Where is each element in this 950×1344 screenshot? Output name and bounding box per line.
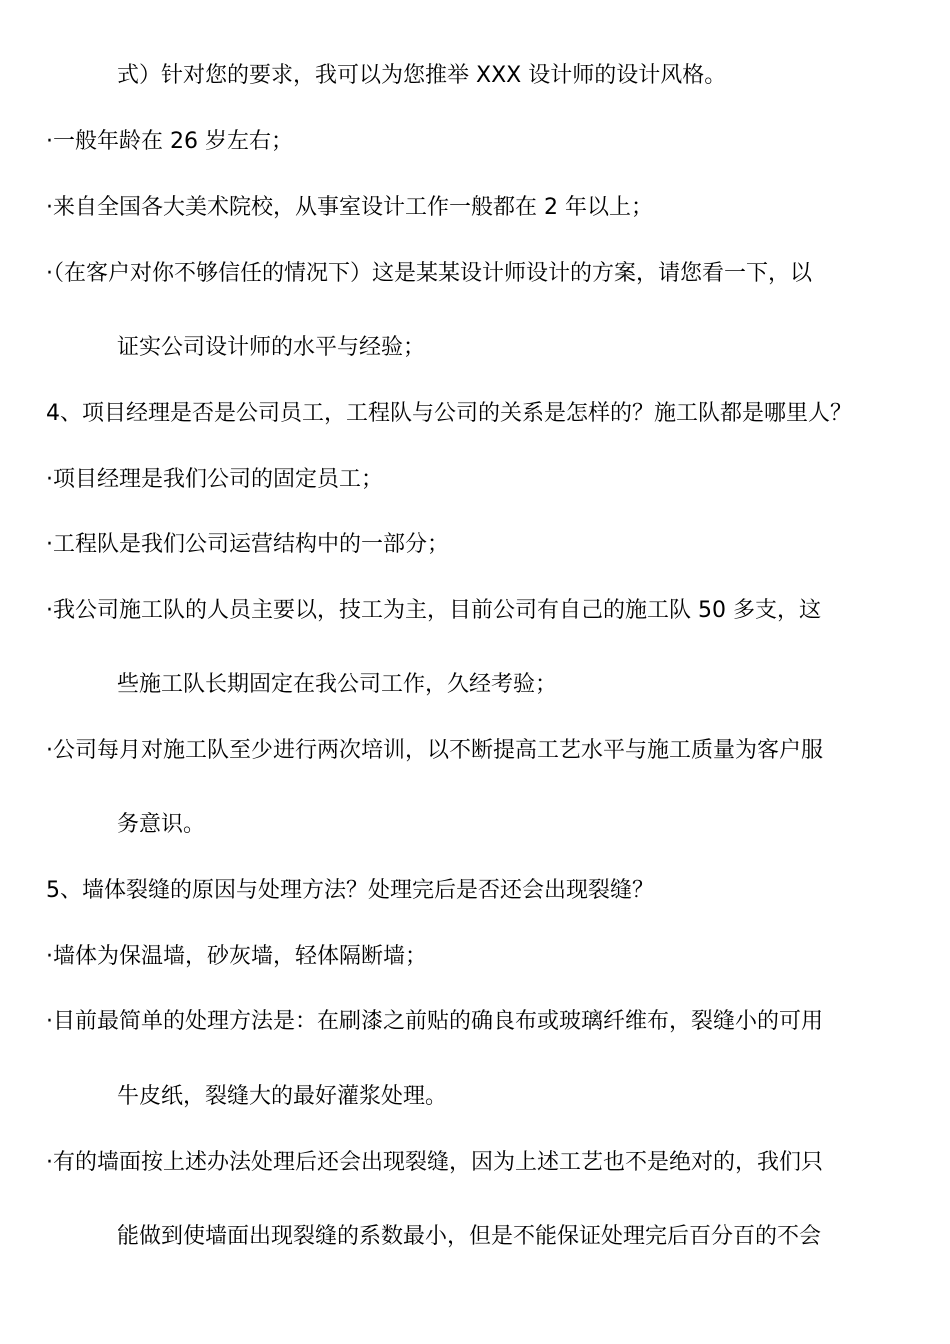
- bullet-item: ·墙体为保温墙，砂灰墙，轻体隔断墙；: [46, 944, 427, 969]
- bullet-item: ·工程队是我们公司运营结构中的一部分；: [46, 532, 449, 557]
- bullet-item: ·我公司施工队的人员主要以，技工为主，目前公司有自己的施工队 50 多支，这: [46, 598, 821, 623]
- bullet-item: ·有的墙面按上述办法处理后还会出现裂缝，因为上述工艺也不是绝对的，我们只: [46, 1150, 823, 1175]
- continuation-line: 式）针对您的要求，我可以为您推举 XXX 设计师的设计风格。: [117, 63, 727, 88]
- continuation-line: 能做到使墙面出现裂缝的系数最小，但是不能保证处理完后百分百的不会: [117, 1224, 822, 1249]
- bullet-item: ·（在客户对你不够信任的情况下）这是某某设计师设计的方案，请您看一下，以: [46, 261, 812, 286]
- section-question: 4、项目经理是否是公司员工，工程队与公司的关系是怎样的？施工队都是哪里人？: [46, 401, 852, 426]
- continuation-line: 务意识。: [117, 812, 206, 837]
- bullet-item: ·一般年龄在 26 岁左右；: [46, 129, 293, 154]
- bullet-item: ·来自全国各大美术院校，从事室设计工作一般都在 2 年以上；: [46, 195, 653, 220]
- continuation-line: 些施工队长期固定在我公司工作，久经考验；: [117, 672, 558, 697]
- bullet-item: ·公司每月对施工队至少进行两次培训，以不断提高工艺水平与施工质量为客户服: [46, 738, 823, 763]
- bullet-item: ·项目经理是我们公司的固定员工；: [46, 467, 383, 492]
- bullet-item: ·目前最简单的处理方法是：在刷漆之前贴的确良布或玻璃纤维布，裂缝小的可用: [46, 1009, 823, 1034]
- continuation-line: 牛皮纸，裂缝大的最好灌浆处理。: [117, 1084, 448, 1109]
- section-question: 5、墙体裂缝的原因与处理方法？处理完后是否还会出现裂缝？: [46, 878, 654, 903]
- continuation-line: 证实公司设计师的水平与经验；: [117, 335, 426, 360]
